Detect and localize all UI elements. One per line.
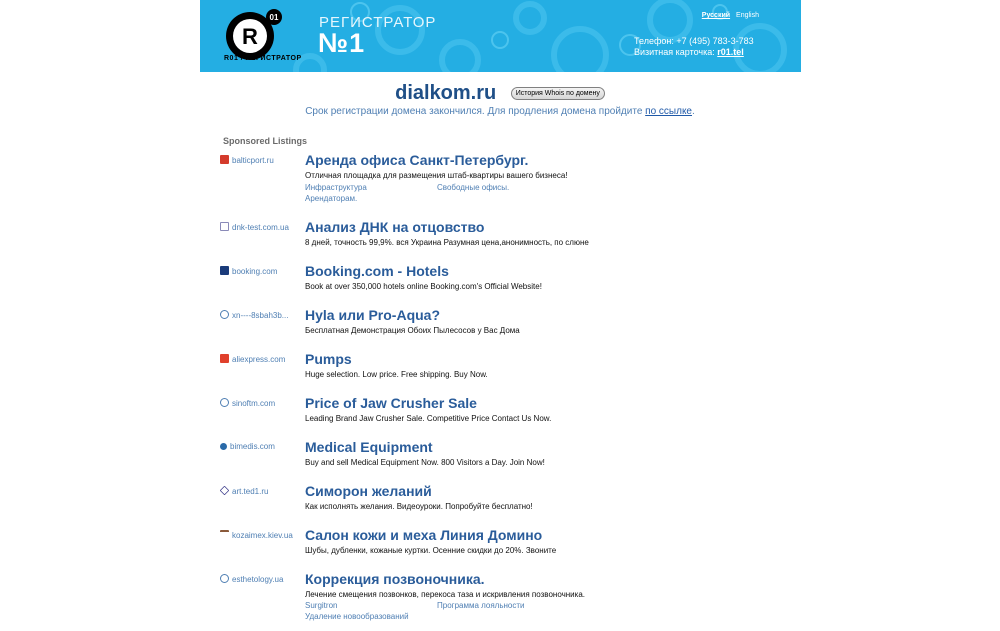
listing-source-link[interactable] [220,574,283,584]
header-banner [200,0,801,72]
sponsored-label: Sponsored Listings [223,136,308,146]
listing-source: esthetology.ua [232,575,284,584]
contact-info [634,36,754,58]
card-label: Визитная карточка: [634,47,715,57]
listing-description: Leading Brand Jaw Crusher Sale. Competitive Price Contact Us Now. [305,414,552,423]
whois-history-button[interactable]: История Whois по домену [511,87,605,100]
listing-source: bimedis.com [230,442,275,451]
domain-row [0,82,1000,105]
listing-sublink[interactable]: Surgitron [305,601,338,610]
aliexpress-favicon-icon [220,354,229,363]
kozaimex-favicon-icon [220,530,229,539]
listing-description: Бесплатная Демонстрация Обоих Пылесосов у Вас Дома [305,326,520,335]
expired-text: Срок регистрации домена закончился. Для продления домена пройдите [305,106,643,117]
listing-source: balticport.ru [232,156,274,165]
listing-source-link[interactable] [220,310,288,320]
globe-favicon-icon [220,574,229,583]
booking-favicon-icon [220,266,229,275]
listing-description: 8 дней, точность 99,9%. вся Украина Разумная цена,анонимность, по слюне [305,238,589,247]
listing-source-link[interactable] [220,398,275,408]
logo-caption: R01 / РЕГИСТРАТОР [224,55,302,62]
phone-text: Телефон: +7 (495) 783-3-783 [634,36,754,46]
card-link[interactable]: r01.tel [717,47,744,57]
lang-english-link[interactable]: English [736,12,759,19]
listing-description: Book at over 350,000 hotels online Booking.com's Official Website! [305,282,542,291]
listing-sublink[interactable]: Инфраструктура [305,183,367,192]
listing-source: sinoftm.com [232,399,276,408]
listing-title-link[interactable]: Price of Jaw Crusher Sale [305,395,477,411]
listing-source: aliexpress.com [232,355,286,364]
listing-sublink[interactable]: Программа лояльности [437,601,525,610]
listing-source: dnk-test.com.ua [232,223,289,232]
listing-source-link[interactable] [220,442,275,451]
logo-badge: 01 [269,13,279,22]
renew-link[interactable]: по ссылке [645,106,692,117]
listing-description: Шубы, дубленки, кожаные куртки. Осенние скидки до 20%. Звоните [305,546,557,555]
balticport-favicon-icon [220,155,229,164]
listing-source-link[interactable] [220,155,274,165]
registrar-word: РЕГИСТРАТОР [319,14,437,31]
registrar-number: №1 [318,28,366,58]
language-switcher [698,12,759,19]
bimedis-favicon-icon [220,443,227,450]
listing-sublink[interactable]: Удаление новообразований [305,612,409,621]
listing-source-link[interactable] [220,530,293,540]
globe-favicon-icon [220,398,229,407]
listing-source: booking.com [232,267,278,276]
globe-favicon-icon [220,310,229,319]
diamond-favicon-icon [220,486,230,496]
listing-source-link[interactable] [220,486,268,496]
expired-notice [0,106,1000,117]
listing-source: kozaimex.kiev.ua [232,531,293,540]
listing-title-link[interactable]: Hyla или Pro-Aqua? [305,307,441,323]
card-row [634,47,754,58]
listing-description: Отличная площадка для размещения штаб-квартиры вашего бизнеса! [305,171,568,180]
lang-russian-link[interactable]: Русский [701,12,731,19]
listing-description: Как исполнять желания. Видеоуроки. Попробуйте бесплатно! [305,502,533,511]
listing-source: xn----8sbah3b... [232,311,289,320]
listing-title-link[interactable]: Аренда офиса Санкт-Петербург. [305,152,529,168]
listing-title-link[interactable]: Симорон желаний [305,483,432,499]
listing-title-link[interactable]: Коррекция позвоночника. [305,571,485,587]
listing-description: Buy and sell Medical Equipment Now. 800 Visitors a Day. Join Now! [305,458,545,467]
listing-source-link[interactable] [220,222,289,232]
listing-description: Лечение смещения позвонков, перекоса таза и искривления позвоночника. [305,590,585,599]
listing-source-link[interactable] [220,266,277,276]
listing-description: Huge selection. Low price. Free shipping. Buy Now. [305,370,488,379]
listing-title-link[interactable]: Pumps [305,351,352,367]
listing-title-link[interactable]: Анализ ДНК на отцовство [305,219,485,235]
logo-letter: R [242,24,258,49]
domain-title: dialkom.ru [395,82,497,104]
listing-source-link[interactable] [220,354,285,364]
listing-title-link[interactable]: Booking.com - Hotels [305,263,449,279]
dnk-favicon-icon [220,222,229,231]
listing-source: art.ted1.ru [232,487,269,496]
listing-title-link[interactable]: Medical Equipment [305,439,433,455]
listing-sublink[interactable]: Свободные офисы. [437,183,510,192]
listing-sublink[interactable]: Арендаторам. [305,194,358,203]
listing-title-link[interactable]: Салон кожи и меха Линия Домино [305,527,543,543]
expired-end: . [692,106,695,117]
